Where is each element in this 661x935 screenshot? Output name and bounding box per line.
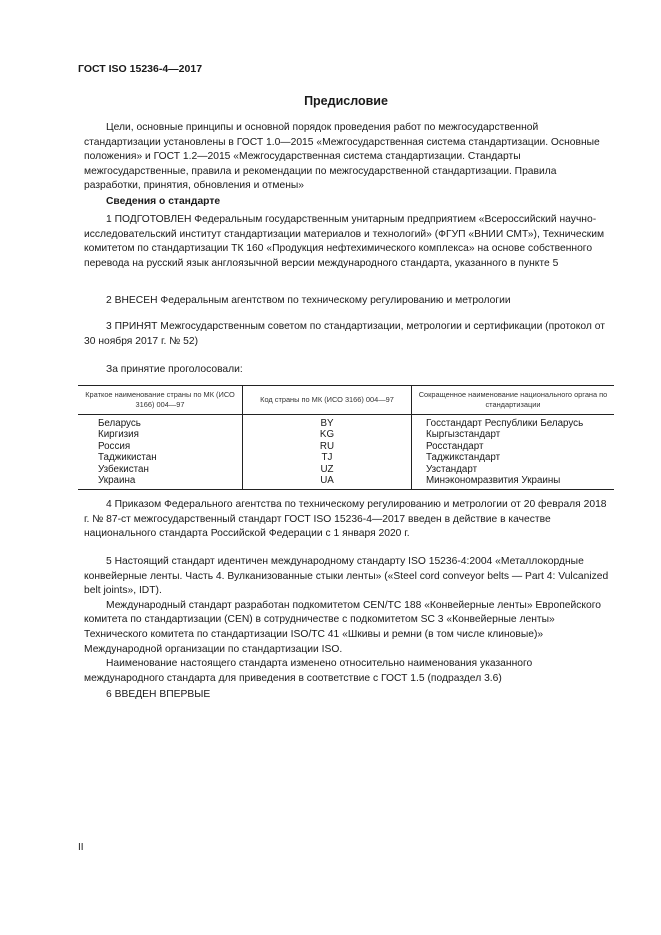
item-1-paragraph: 1 ПОДГОТОВЛЕН Федеральным государственным унитарным предприятием «Всероссийский научно-исследовательский институт стандартизации материалов и технологий» (ФГУП «ВНИИ СМТ»), Техническим комитетом по стандартизации ТК 160 «Продукция нефтехимического комплекса» на основе собственного перевода на русский язык англоязычной версии международного стандарта, указанного в пункте 5 <box>84 214 605 269</box>
item-6-paragraph: 6 ВВЕДЕН ВПЕРВЫЕ <box>106 689 211 700</box>
item-4-section <box>84 498 614 542</box>
item-3-paragraph: 3 ПРИНЯТ Межгосударственным советом по стандартизации, метрологии и сертификации (протокол от 30 ноября 2017 г. № 52) <box>84 321 605 347</box>
item-6-section <box>84 688 614 703</box>
page-title: Предисловие <box>304 94 388 108</box>
voted-label: За принятие проголосовали: <box>106 364 243 375</box>
intro-paragraph: Цели, основные принципы и основной порядок проведения работ по межгосударственной стандартизации установлены в ГОСТ 1.0—2015 «Межгосударственная система стандартизации. Основные положения» и ГОСТ 1.2—2015 «Межгосударственная система стандартизации. Стандарты межгосударственные, правила и рекомендации по межгосударственной стандартизации. Правила разработки, принятия, обновления и отмены» <box>84 122 600 192</box>
table-cell-code: BY <box>243 415 412 430</box>
table-cell-agency: Минэкономразвития Украины <box>412 475 615 490</box>
table-cell-country: Таджикистан <box>78 452 243 463</box>
table-header-row <box>78 386 614 415</box>
table-header-country: Краткое наименование страны по МК (ИСО 3166) 004—97 <box>78 386 243 415</box>
document-code: ГОСТ ISO 15236-4—2017 <box>78 63 203 75</box>
section-heading: Сведения о стандарте <box>106 196 221 207</box>
table-header-agency: Сокращенное наименование национального органа по стандартизации <box>412 386 615 415</box>
table-cell-agency: Росстандарт <box>426 440 484 452</box>
voting-table <box>78 385 614 490</box>
table-row <box>78 464 614 475</box>
table-cell-agency: Кыргызстандарт <box>426 429 501 441</box>
table-row <box>78 415 614 430</box>
table-cell-code: KG <box>243 429 412 440</box>
item-5-international-paragraph: Международный стандарт разработан подкомитетом CEN/TC 188 «Конвейерные ленты» Европейского комитета по стандартизации (CEN) в сотрудничестве с подкомитетом SC 3 «Конвейерные ленты» Технического комитета по стандартизации ISO/TC 41 «Шкивы и ремни (в том числе клиновые)» Международной организации по стандартизации ISO. <box>84 599 602 655</box>
item-1-section <box>84 213 614 271</box>
voted-label-section <box>84 363 614 378</box>
item-2-paragraph: 2 ВНЕСЕН Федеральным агентством по техническому регулированию и метрологии <box>106 295 511 306</box>
table-cell-country: Россия <box>78 441 243 452</box>
item-2-section <box>84 294 614 309</box>
table-cell-code: TJ <box>243 452 412 463</box>
table-cell-agency: Таджикстандарт <box>426 452 501 464</box>
item-5-name-change-paragraph: Наименование настоящего стандарта изменено относительно наименования указанного международного стандарта для приведения в соответствие с ГОСТ 1.5 (подраздел 3.6) <box>84 658 533 684</box>
table-row <box>78 429 614 440</box>
table-cell-agency: Госстандарт Республики Беларусь <box>426 418 584 429</box>
table-cell-country: Киргизия <box>78 429 243 440</box>
table-cell-code: RU <box>243 441 412 452</box>
table-header-code: Код страны по МК (ИСО 3166) 004—97 <box>243 386 412 415</box>
table-cell-code: UA <box>243 475 412 490</box>
table-cell-code: UZ <box>243 464 412 475</box>
page-number: II <box>78 842 84 853</box>
table-cell-country: Беларусь <box>78 415 243 430</box>
table-row <box>78 452 614 463</box>
item-3-section <box>84 320 614 349</box>
table-cell-country: Узбекистан <box>78 464 243 475</box>
item-5-paragraph: 5 Настоящий стандарт идентичен международному стандарту ISO 15236-4:2004 «Металлокордные конвейерные ленты. Часть 4. Вулканизованные стыки ленты» («Steel cord conveyor belts — Part 4: Vulcanized belt joints», IDT). <box>84 556 609 597</box>
table-cell-agency: Узстандарт <box>426 463 478 475</box>
item-5-section <box>84 555 614 686</box>
table-cell-country: Украина <box>78 475 243 490</box>
table-row <box>78 441 614 452</box>
table-row <box>78 475 614 490</box>
item-4-paragraph: 4 Приказом Федерального агентства по техническому регулированию и метрологии от 20 февраля 2018 г. № 87-ст межгосударственный стандарт ГОСТ ISO 15236-4—2017 введен в действие в качестве национального стандарта Российской Федерации с 1 января 2020 г. <box>84 499 607 540</box>
intro-section <box>84 121 614 194</box>
